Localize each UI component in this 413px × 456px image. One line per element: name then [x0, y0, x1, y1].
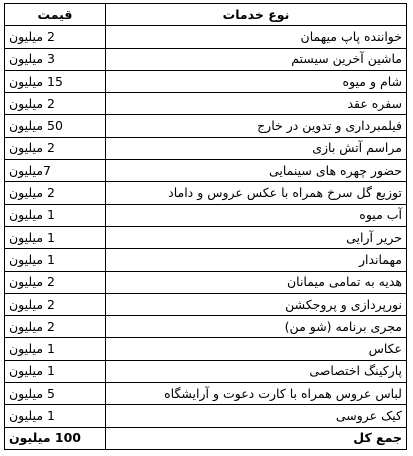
price-cell: 2 میلیون: [5, 93, 106, 115]
price-cell: 15 میلیون: [5, 70, 106, 92]
price-cell: 2 میلیون: [5, 271, 106, 293]
table-row: [5, 338, 407, 360]
service-cell: ماشین آخرین سیستم: [106, 48, 407, 70]
table-row: [5, 405, 407, 427]
service-cell: مهماندار: [106, 249, 407, 271]
price-cell: 1 میلیون: [5, 405, 106, 427]
table-row: [5, 70, 407, 92]
service-cell: آب میوه: [106, 204, 407, 226]
service-column-header: نوع خدمات: [106, 4, 407, 26]
table-row: [5, 293, 407, 315]
service-cell: حریر آرایی: [106, 226, 407, 248]
table-row: [5, 204, 407, 226]
price-cell: 1 میلیون: [5, 226, 106, 248]
wedding-services-price-table: [4, 3, 407, 450]
service-cell: کیک عروسی: [106, 405, 407, 427]
table-row: [5, 93, 407, 115]
service-cell: مراسم آتش بازی: [106, 137, 407, 159]
table-row: [5, 360, 407, 382]
table-row: [5, 271, 407, 293]
service-cell: مجری برنامه (شو من): [106, 316, 407, 338]
service-cell: لباس عروس همراه با کارت دعوت و آرایشگاه: [106, 383, 407, 405]
table-header-row: [5, 4, 407, 26]
table-row: [5, 48, 407, 70]
table-row: [5, 137, 407, 159]
price-cell: 2 میلیون: [5, 182, 106, 204]
price-table-container: [4, 3, 406, 452]
price-cell: 1 میلیون: [5, 204, 106, 226]
table-row: [5, 182, 407, 204]
price-column-header: قیمت: [5, 4, 106, 26]
table-row: [5, 249, 407, 271]
table-row: [5, 316, 407, 338]
price-cell: 7میلیون: [5, 160, 106, 182]
service-cell: خواننده پاپ میهمان: [106, 26, 407, 48]
price-cell: 2 میلیون: [5, 293, 106, 315]
service-cell: نورپردازی و پروجکشن: [106, 293, 407, 315]
service-cell: فیلمبرداری و تدوین در خارج: [106, 115, 407, 137]
price-cell: 1 میلیون: [5, 338, 106, 360]
service-cell: حضور چهره های سینمایی: [106, 160, 407, 182]
price-cell: 1 میلیون: [5, 360, 106, 382]
table-row: [5, 226, 407, 248]
price-cell: 3 میلیون: [5, 48, 106, 70]
price-cell: 5 میلیون: [5, 383, 106, 405]
service-cell: هدیه به تمامی میمانان: [106, 271, 407, 293]
service-cell: سفره عقد: [106, 93, 407, 115]
price-cell: 50 میلیون: [5, 115, 106, 137]
price-cell: 2 میلیون: [5, 137, 106, 159]
total-label-cell: جمع کل: [106, 427, 407, 449]
service-cell: توزیع گل سرخ همراه با عکس عروس و داماد: [106, 182, 407, 204]
table-row: [5, 115, 407, 137]
price-cell: 2 میلیون: [5, 316, 106, 338]
total-price-cell: 100 میلیون: [5, 427, 106, 449]
price-cell: 2 میلیون: [5, 26, 106, 48]
service-cell: شام و میوه: [106, 70, 407, 92]
table-row: [5, 26, 407, 48]
service-cell: پارکینگ اختصاصی: [106, 360, 407, 382]
table-row: [5, 160, 407, 182]
service-cell: عکاس: [106, 338, 407, 360]
total-row: [5, 427, 407, 449]
table-row: [5, 383, 407, 405]
price-cell: 1 میلیون: [5, 249, 106, 271]
